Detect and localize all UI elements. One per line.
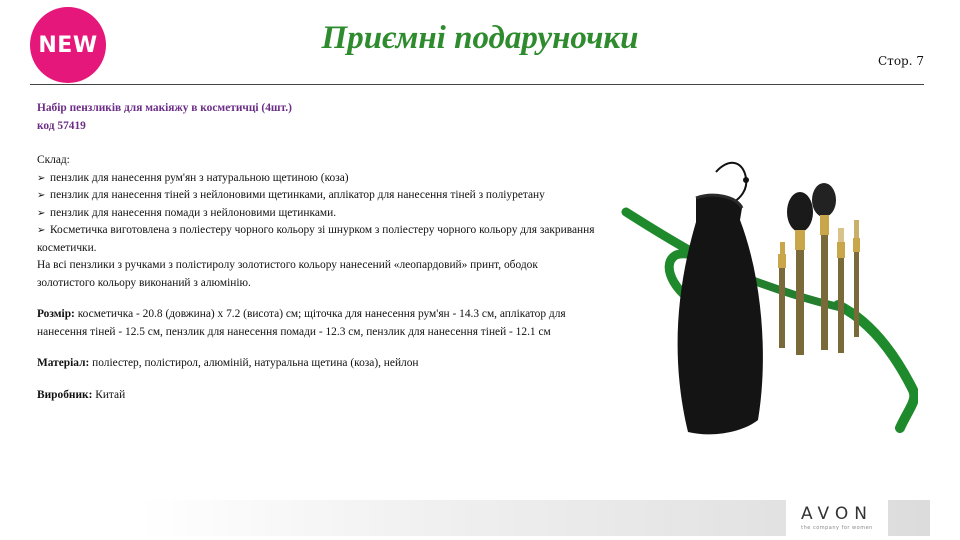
composition-note: На всі пензлики з ручками з полістиролу золотистого кольору нанесений «леопардовий» принт, ободок золотистого кольору виконаний з алюмінію. xyxy=(37,259,538,289)
new-badge-label: NEW xyxy=(38,32,98,58)
composition-label: Склад: xyxy=(37,154,70,166)
product-image xyxy=(618,150,918,450)
material-label: Матеріал: xyxy=(37,357,90,369)
composition-item: ➢ пензлик для нанесення рум'ян з натуральною щетиною (коза) xyxy=(37,170,597,188)
maker-info xyxy=(37,387,597,405)
page-number: Стор. 7 xyxy=(878,54,924,68)
black-pouch xyxy=(678,195,763,434)
composition-item: ➢ пензлик для нанесення помади з нейлоновими щетинками. xyxy=(37,205,597,223)
product-name: Набір пензликів для макіяжу в косметичці (4шт.) xyxy=(37,102,292,114)
composition-item: ➢ пензлик для нанесення тіней з нейлоновими щетинками, аплікатор для нанесення тіней з поліуретану xyxy=(37,187,597,205)
composition-item: ➢ Косметичка виготовлена з поліестеру чорного кольору зі шнурком з поліестеру чорного кольору для закривання косметички. xyxy=(37,224,595,254)
header-divider xyxy=(30,84,924,85)
arrow-bullet-icon: ➢ xyxy=(37,172,46,184)
new-badge xyxy=(30,7,106,83)
maker-text: Китай xyxy=(95,388,126,401)
arrow-bullet-icon: ➢ xyxy=(37,225,46,236)
avon-tagline: the company for women xyxy=(801,525,873,531)
green-ribbon-tail xyxy=(838,305,914,428)
size-label: Розмір: xyxy=(37,308,75,320)
arrow-bullet-icon: ➢ xyxy=(37,190,46,201)
material-info xyxy=(37,355,597,373)
size-info xyxy=(37,306,597,341)
makeup-brushes xyxy=(778,183,860,355)
material-text: поліестер, полістирол, алюміній, натуральна щетина (коза), нейлон xyxy=(92,357,419,369)
page-title: Приємні подаруночки xyxy=(321,20,639,56)
size-text: косметичка - 20.8 (довжина) х 7.2 (висота) см; щіточка для нанесення рум'ян - 14.3 см, аплікатор для нанесення тіней - 12.5 см, пензлик для нанесення помади - 12.3 см, пензлик для нанесення тіней - 12.1 см xyxy=(37,308,566,338)
arrow-bullet-icon: ➢ xyxy=(37,207,46,219)
maker-label: Виробник: xyxy=(37,388,93,401)
product-description xyxy=(37,100,597,404)
product-code: код 57419 xyxy=(37,119,86,132)
avon-logo-box xyxy=(786,500,888,536)
avon-logo: AVON xyxy=(801,504,873,524)
